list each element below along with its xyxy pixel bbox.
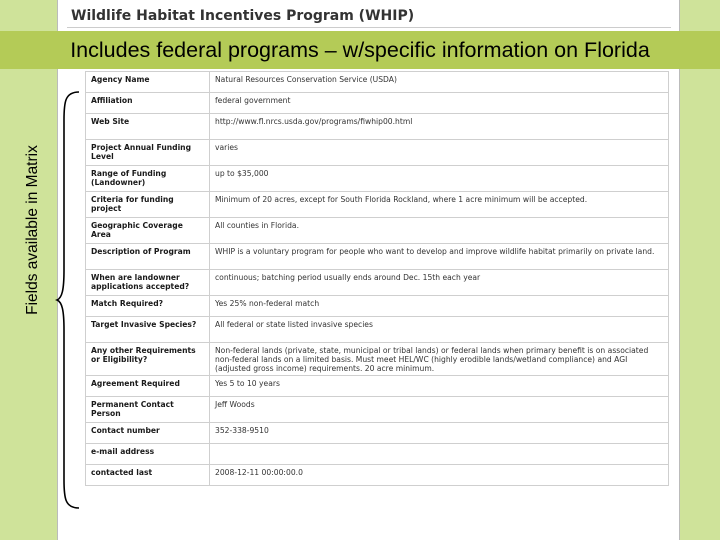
field-label: Web Site [86, 114, 210, 140]
table-row [86, 343, 669, 376]
table-row [86, 93, 669, 114]
field-value: Natural Resources Conservation Service (USDA) [210, 72, 669, 93]
field-value: All federal or state listed invasive species [210, 317, 669, 343]
field-value: 352-338-9510 [210, 423, 669, 444]
field-label: contacted last [86, 465, 210, 486]
field-label: Range of Funding (Landowner) [86, 166, 210, 192]
table-row [86, 72, 669, 93]
table-row [86, 444, 669, 465]
field-label: Contact number [86, 423, 210, 444]
side-label: Fields available in Matrix [24, 145, 41, 315]
field-value: Minimum of 20 acres, except for South Florida Rockland, where 1 acre minimum will be accepted. [210, 192, 669, 218]
table-row [86, 114, 669, 140]
field-value: Non-federal lands (private, state, municipal or tribal lands) or federal lands when primary benefit is on associated non-federal lands on a limited basis. Must meet HEL/WC (highly erodible lands/wetland compliance) and AGI (adjusted gross income) requirements. 20 acre minimum. [210, 343, 669, 376]
field-label: Match Required? [86, 296, 210, 317]
table-row [86, 166, 669, 192]
field-value: up to $35,000 [210, 166, 669, 192]
field-label: Agency Name [86, 72, 210, 93]
program-matrix-table [85, 71, 669, 486]
banner-heading: Includes federal programs – w/specific information on Florida [0, 31, 720, 69]
field-label: Criteria for funding project [86, 192, 210, 218]
field-label: Any other Requirements or Eligibility? [86, 343, 210, 376]
table-row [86, 423, 669, 444]
field-value: federal government [210, 93, 669, 114]
left-brace [55, 90, 83, 510]
field-label: Agreement Required [86, 376, 210, 397]
field-value: Yes 25% non-federal match [210, 296, 669, 317]
table-row [86, 465, 669, 486]
table-row [86, 192, 669, 218]
field-label: Description of Program [86, 244, 210, 270]
field-label: e-mail address [86, 444, 210, 465]
table-row [86, 270, 669, 296]
table-row [86, 376, 669, 397]
table-row [86, 397, 669, 423]
table-row [86, 140, 669, 166]
table-row [86, 317, 669, 343]
field-label: Permanent Contact Person [86, 397, 210, 423]
field-label: Geographic Coverage Area [86, 218, 210, 244]
field-label: Project Annual Funding Level [86, 140, 210, 166]
field-value: 2008-12-11 00:00:00.0 [210, 465, 669, 486]
table-row [86, 218, 669, 244]
field-value: http://www.fl.nrcs.usda.gov/programs/fiwhip00.html [210, 114, 669, 140]
field-value: Jeff Woods [210, 397, 669, 423]
field-label: When are landowner applications accepted? [86, 270, 210, 296]
field-value: Yes 5 to 10 years [210, 376, 669, 397]
field-value: All counties in Florida. [210, 218, 669, 244]
table-row [86, 296, 669, 317]
field-label: Affiliation [86, 93, 210, 114]
document-title: Wildlife Habitat Incentives Program (WHIP) [67, 5, 671, 28]
field-value [210, 444, 669, 465]
field-value: varies [210, 140, 669, 166]
table-row [86, 244, 669, 270]
field-label: Target Invasive Species? [86, 317, 210, 343]
field-value: WHIP is a voluntary program for people who want to develop and improve wildlife habitat primarily on private land. [210, 244, 669, 270]
field-value: continuous; batching period usually ends around Dec. 15th each year [210, 270, 669, 296]
